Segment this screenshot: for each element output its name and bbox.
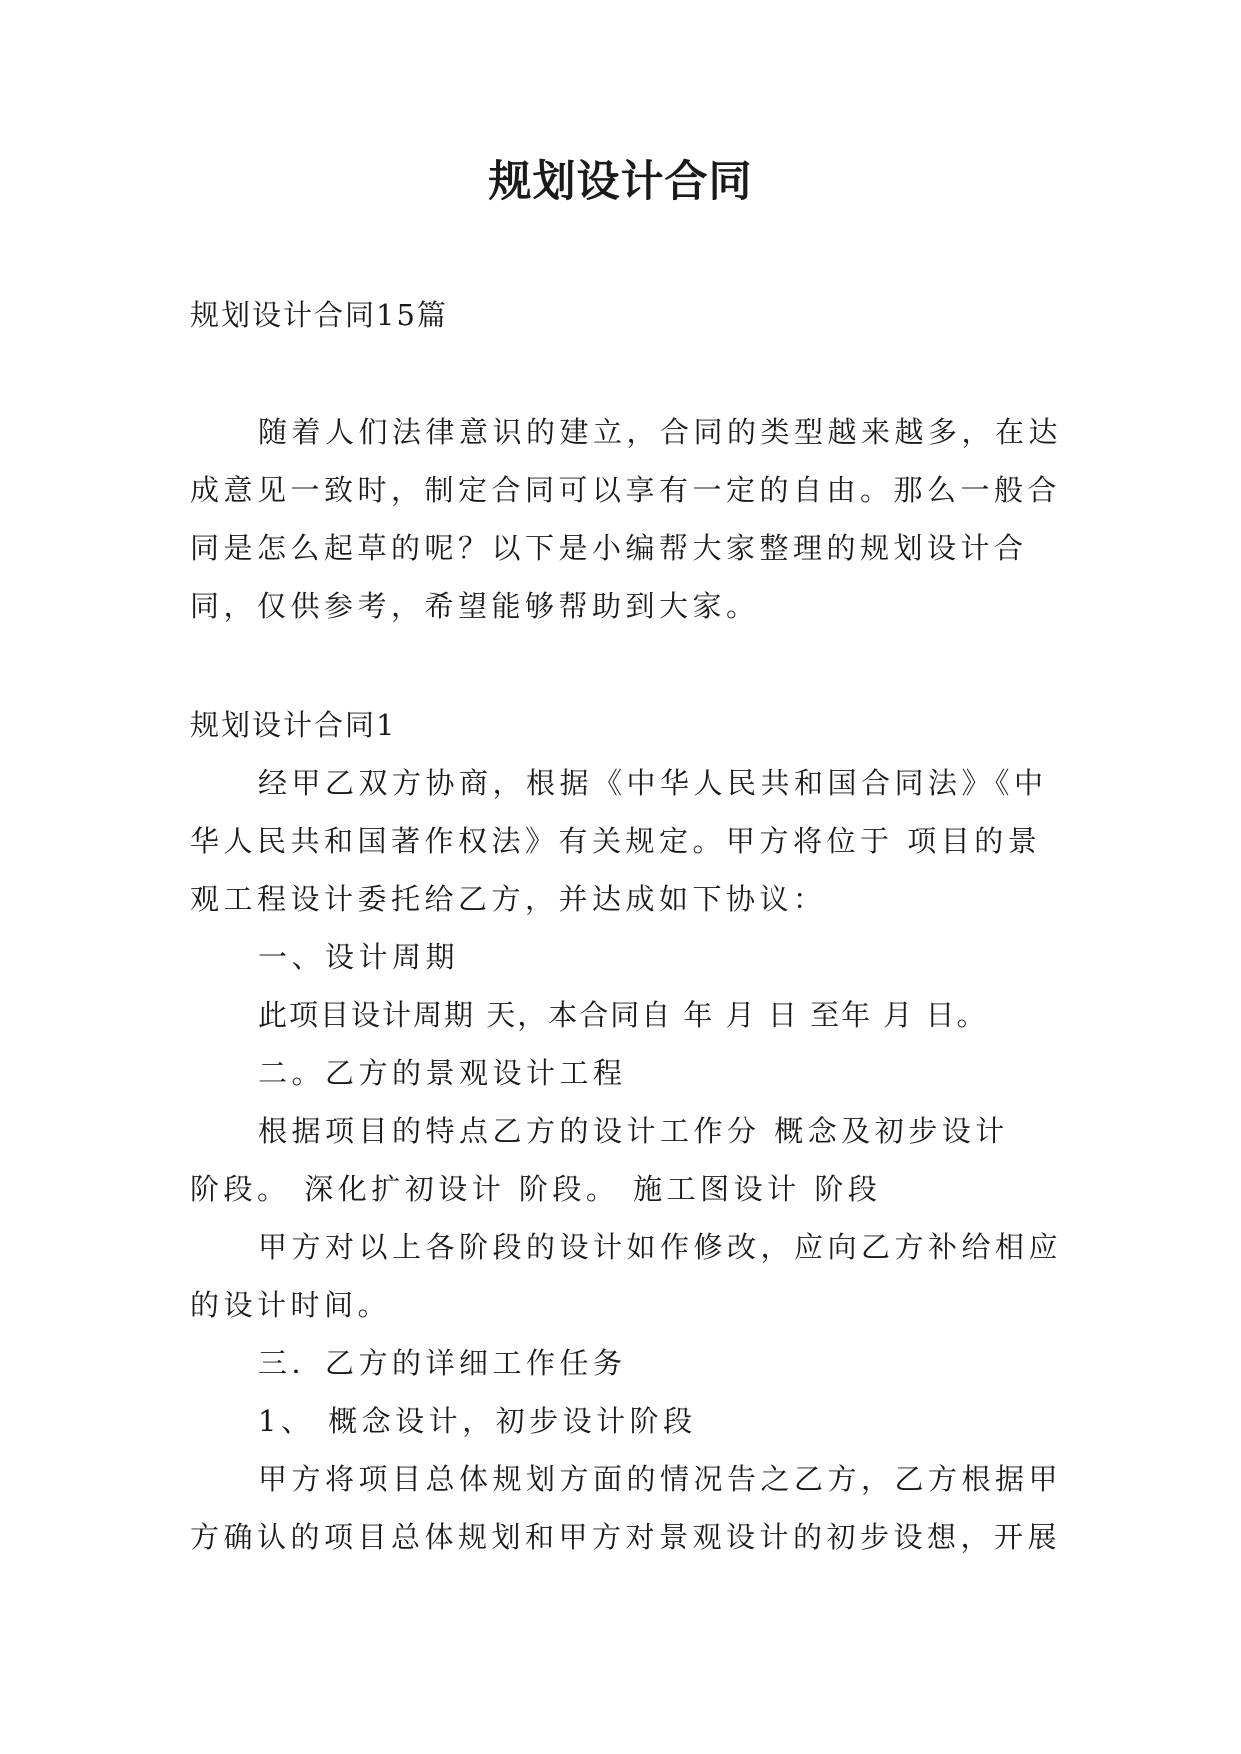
body-line-14: 方确认的项目总体规划和甲方对景观设计的初步设想，开展: [190, 1520, 1062, 1554]
body-line-13: 甲方将项目总体规划方面的情况告之乙方，乙方根据甲: [258, 1462, 1063, 1496]
body-line-9: 甲方对以上各阶段的设计如作修改，应向乙方补给相应: [258, 1230, 1063, 1264]
body-line-3: 观工程设计委托给乙方，并达成如下协议：: [190, 882, 827, 916]
body-line-2: 华人民共和国著作权法》有关规定。甲方将位于 项目的景: [190, 824, 1042, 858]
body-line-7: 根据项目的特点乙方的设计工作分 概念及初步设计: [258, 1114, 1009, 1148]
clause-heading-1: 一、设计周期: [258, 940, 460, 974]
intro-line-4: 同，仅供参考，希望能够帮助到大家。: [190, 589, 760, 623]
clause-heading-3: 三．乙方的详细工作任务: [258, 1346, 627, 1380]
sub-clause-heading-1: 1、 概念设计，初步设计阶段: [258, 1404, 697, 1438]
document-subtitle: 规划设计合同15篇: [190, 298, 448, 332]
intro-line-3: 同是怎么起草的呢？以下是小编帮大家整理的规划设计合: [190, 531, 1028, 565]
body-line-10: 的设计时间。: [190, 1288, 392, 1322]
body-line-8: 阶段。 深化扩初设计 阶段。 施工图设计 阶段: [190, 1172, 882, 1206]
body-line-1: 经甲乙双方协商，根据《中华人民共和国合同法》《中: [258, 766, 1048, 800]
document-title: 规划设计合同: [488, 157, 753, 207]
intro-line-2: 成意见一致时，制定合同可以享有一定的自由。那么一般合: [190, 473, 1062, 507]
body-line-5: 此项目设计周期 天，本合同自 年 月 日 至年 月 日。: [258, 998, 988, 1032]
intro-line-1: 随着人们法律意识的建立，合同的类型越来越多，在达: [258, 415, 1063, 449]
section-heading: 规划设计合同1: [190, 708, 397, 742]
clause-heading-2: 二。乙方的景观设计工程: [258, 1056, 627, 1090]
